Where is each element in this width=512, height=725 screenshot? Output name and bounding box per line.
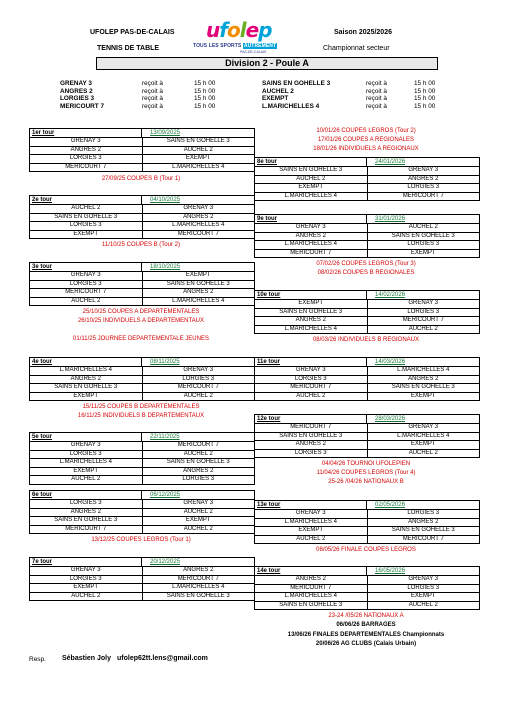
home-team: ANGRES 2 [30, 376, 143, 384]
away-team: MERICOURT 7 [177, 442, 219, 448]
away-team: L.MARICHELLES 4 [397, 432, 450, 439]
logo-slogan: TOUS LES SPORTS AUTREMENT [193, 43, 277, 49]
match-row [255, 510, 479, 519]
away-team: LORGIES 3 [407, 184, 440, 191]
away-team: L.MARICHELLES 4 [172, 297, 225, 304]
note-indiv-b-reg: 08/03/26 INDIVIDUELS B REGIONAUX [312, 337, 420, 343]
away-team: SAINS EN GOHELLE 3 [391, 527, 455, 534]
home-team: AUCHEL 2 [30, 593, 143, 601]
tour-1 [29, 128, 255, 172]
away-team: SAINS EN GOHELLE 3 [166, 138, 230, 144]
match-row [30, 367, 254, 376]
tour-label: 13e tour [255, 501, 367, 509]
home-team: EXEMPT [255, 300, 368, 308]
home-team: MERICOURT 7 [255, 384, 368, 392]
tour-date: 20/12/2025 [150, 559, 181, 565]
note-ag-clubs: 20/06/26 AG CLUBS (Calais Urbain) [315, 641, 417, 647]
host-time: 15 h 00 [194, 95, 216, 103]
away-team: ANGRES 2 [183, 289, 214, 296]
division-title: Division 2 - Poule A [96, 57, 438, 70]
note-indiv-a-dep: 26/10/25 INDIVIDUELS A DEPARTEMENTAUX [77, 318, 205, 324]
home-team: GRENAY 3 [30, 442, 143, 450]
match-row [255, 300, 479, 309]
match-row [30, 298, 254, 306]
match-row [255, 384, 479, 393]
host-time: 15 h 00 [414, 80, 436, 87]
note-coupes-b-1: 27/09/25 COUPES B (Tour 1) [101, 176, 181, 182]
away-team: AUCHEL 2 [408, 325, 438, 332]
home-team: SAINS EN GOHELLE 3 [30, 214, 143, 222]
host-label: reçoit à [142, 95, 163, 103]
match-row [255, 602, 479, 610]
match-row [255, 176, 479, 185]
away-team: LORGIES 3 [407, 308, 440, 315]
home-team: GRENAY 3 [30, 567, 143, 575]
tour-label: 5e tour [30, 433, 142, 441]
away-team: AUCHEL 2 [183, 508, 213, 515]
home-team: SAINS EN GOHELLE 3 [30, 517, 143, 525]
tour-date: 14/02/2026 [375, 292, 406, 298]
match-row [255, 367, 479, 376]
host-time: 15 h 00 [194, 80, 216, 87]
away-team: MERICOURT 7 [177, 230, 219, 237]
away-team: EXEMPT [410, 441, 436, 448]
away-team: LORGIES 3 [407, 510, 440, 516]
match-row [30, 500, 254, 509]
host-time: 15 h 00 [194, 102, 216, 110]
note-coupes-a-dep: 25/10/25 COUPES A DEPARTEMENTALES [82, 309, 200, 315]
match-row [30, 576, 254, 585]
match-row [255, 326, 479, 334]
home-team: MERICOURT 7 [255, 585, 368, 593]
home-team: EXEMPT [255, 184, 368, 192]
match-row [255, 576, 479, 585]
home-team: SAINS EN GOHELLE 3 [30, 384, 143, 392]
match-row [30, 231, 254, 239]
home-team: ANGRES 2 [255, 441, 368, 449]
host-team: LORGIES 3 [60, 95, 95, 103]
away-team: ANGRES 2 [183, 213, 214, 220]
host-team: AUCHEL 2 [262, 87, 294, 95]
away-team: ANGRES 2 [408, 375, 439, 382]
tour-date: 28/03/2026 [375, 416, 406, 422]
away-team: MERICOURT 7 [177, 384, 219, 391]
away-team: LORGIES 3 [182, 375, 215, 382]
note-coupes-b-dep: 15/11/25 COUPES B DEPARTEMENTALES [82, 404, 200, 410]
note-legros-4: 11/04/26 COUPES LEGROS (Tour 4) [316, 470, 416, 476]
tour-3 [29, 262, 255, 306]
tour-date: 14/03/2026 [375, 359, 406, 365]
tour-10 [254, 290, 480, 334]
tour-date: 06/12/2025 [150, 492, 181, 498]
match-row [255, 250, 479, 258]
host-label: reçoit à [366, 95, 387, 103]
match-row [30, 584, 254, 593]
home-team: GRENAY 3 [30, 138, 143, 146]
note-nationaux-a: 23-24 /05/26 NATIONAUX A [328, 613, 404, 619]
away-team: GRENAY 3 [408, 167, 439, 173]
note-indiv-a-reg: 18/01/26 INDIVIDUELS A REGIONAUX [313, 146, 419, 152]
match-row [30, 593, 254, 601]
note-legros-1: 13/12/25 COUPES LEGROS (Tour 1) [91, 537, 191, 543]
home-team: ANGRES 2 [255, 576, 368, 584]
match-row [255, 167, 479, 176]
match-row [255, 585, 479, 594]
tour-date: 02/05/2026 [375, 502, 406, 508]
tour-label: 9e tour [255, 215, 367, 223]
home-team: ANGRES 2 [30, 147, 143, 155]
away-team: SAINS EN GOHELLE 3 [166, 592, 230, 599]
home-team: ANGRES 2 [255, 317, 368, 325]
home-team: LORGIES 3 [30, 222, 143, 230]
tour-label: 1er tour [30, 129, 142, 137]
away-team: MERICOURT 7 [402, 192, 444, 199]
home-team: L.MARICHELLES 4 [255, 241, 368, 249]
note-coupes-b-reg: 08/02/26 COUPES B REGIONALES [317, 270, 415, 276]
resp-label: Resp. [29, 656, 46, 663]
tour-8 [254, 157, 480, 201]
match-row [30, 138, 254, 147]
home-team: AUCHEL 2 [255, 536, 368, 544]
home-team: L.MARICHELLES 4 [30, 367, 143, 375]
match-row [255, 519, 479, 528]
away-team: EXEMPT [410, 249, 436, 256]
match-row [30, 205, 254, 214]
host-team: EXEMPT [262, 95, 289, 103]
away-team: AUCHEL 2 [408, 601, 438, 608]
home-team: L.MARICHELLES 4 [255, 193, 368, 201]
host-label: reçoit à [366, 80, 387, 87]
home-team: L.MARICHELLES 4 [255, 593, 368, 601]
away-team: LORGIES 3 [407, 584, 440, 591]
logo-region: PAS-DE-CALAIS [240, 50, 267, 54]
home-team: AUCHEL 2 [255, 393, 368, 401]
home-team: EXEMPT [30, 231, 143, 239]
away-team: SAINS EN GOHELLE 3 [166, 459, 230, 466]
tour-label: 3e tour [30, 263, 142, 271]
away-team: L.MARICHELLES 4 [397, 367, 450, 373]
note-journee-jeunes: 01/11/25 JOURNEE DEPARTEMENTALE JEUNES [73, 336, 209, 342]
match-row [30, 459, 254, 468]
home-team: GRENAY 3 [255, 510, 368, 518]
away-team: AUCHEL 2 [183, 392, 213, 399]
match-row [255, 424, 479, 433]
match-row [30, 272, 254, 281]
away-team: GRENAY 3 [183, 500, 214, 506]
tour-date: 16/05/2026 [375, 568, 406, 574]
hosting-right [262, 80, 444, 110]
host-team: ANGRES 2 [60, 87, 93, 95]
tour-label: 11e tour [255, 358, 367, 366]
host-time: 15 h 00 [414, 87, 436, 95]
tour-12 [254, 414, 480, 458]
match-row [255, 393, 479, 401]
host-team: L.MARICHELLES 4 [262, 102, 320, 110]
home-team: AUCHEL 2 [30, 298, 143, 306]
away-team: GRENAY 3 [183, 367, 214, 373]
away-team: GRENAY 3 [408, 576, 439, 582]
away-team: GRENAY 3 [408, 300, 439, 306]
home-team: SAINS EN GOHELLE 3 [255, 433, 368, 441]
match-row [255, 593, 479, 602]
tour-5 [29, 432, 255, 485]
tour-date: 18/10/2025 [150, 264, 181, 270]
away-team: AUCHEL 2 [183, 525, 213, 532]
match-row [30, 147, 254, 156]
tour-label: 10e tour [255, 291, 367, 299]
away-team: SAINS EN GOHELLE 3 [391, 232, 455, 239]
tour-4 [29, 357, 255, 401]
season: Saison 2025/2026 [334, 29, 392, 36]
match-row [30, 526, 254, 534]
note-indiv-b-dep: 16/11/25 INDIVIDUELS B DEPARTEMENTAUX [77, 413, 205, 419]
match-row [255, 193, 479, 201]
match-row [255, 184, 479, 193]
away-team: EXEMPT [185, 272, 211, 278]
away-team: ANGRES 2 [183, 567, 214, 573]
match-row [30, 376, 254, 385]
tour-date: 24/01/2026 [375, 159, 406, 165]
away-team: ANGRES 2 [408, 518, 439, 525]
home-team: MERICOURT 7 [30, 164, 143, 172]
match-row [30, 281, 254, 290]
home-team: MERICOURT 7 [30, 289, 143, 297]
match-row [30, 289, 254, 298]
away-team: GRENAY 3 [183, 205, 214, 211]
away-team: MERICOURT 7 [402, 535, 444, 542]
away-team: MERICOURT 7 [177, 575, 219, 582]
home-team: MERICOURT 7 [255, 424, 368, 432]
note-coupes-a-reg: 17/01/26 COUPES A REGIONALES [317, 137, 415, 143]
match-row [30, 468, 254, 477]
away-team: ANGRES 2 [183, 467, 214, 474]
match-row [255, 233, 479, 242]
home-team: SAINS EN GOHELLE 3 [255, 309, 368, 317]
home-team: EXEMPT [30, 468, 143, 476]
home-team: ANGRES 2 [255, 233, 368, 241]
tour-label: 4e tour [30, 358, 142, 366]
note-finales-dep: 13/06/26 FINALES DEPARTEMENTALES Championnats [287, 632, 445, 638]
tour-14 [254, 566, 480, 610]
home-team: GRENAY 3 [255, 367, 368, 375]
match-row [30, 155, 254, 164]
note-finale-legros: 08/05/26 FINALE COUPES LEGROS [316, 547, 416, 553]
match-row [30, 214, 254, 223]
ufolep-logo: ufolep [206, 18, 272, 42]
match-row [30, 222, 254, 231]
match-row [30, 164, 254, 172]
away-team: AUCHEL 2 [408, 224, 438, 230]
home-team: MERICOURT 7 [30, 526, 143, 534]
host-team: SAINS EN GOHELLE 3 [262, 80, 331, 87]
home-team: ANGRES 2 [30, 509, 143, 517]
tour-label: 14e tour [255, 567, 367, 575]
resp-name: Sébastien Joly [62, 655, 112, 662]
host-label: reçoit à [366, 87, 387, 95]
tour-6 [29, 490, 255, 534]
away-team: L.MARICHELLES 4 [172, 163, 225, 170]
host-time: 15 h 00 [414, 95, 436, 103]
host-label: reçoit à [142, 80, 163, 87]
match-row [255, 433, 479, 442]
home-team: EXEMPT [30, 393, 143, 401]
tour-date: 13/09/2025 [150, 130, 181, 136]
home-team: LORGIES 3 [30, 281, 143, 289]
away-team: LORGIES 3 [182, 476, 215, 483]
org-name: UFOLEP PAS-DE-CALAIS [90, 29, 175, 36]
host-label: reçoit à [142, 102, 163, 110]
match-row [30, 384, 254, 393]
tour-date: 08/11/2025 [150, 359, 180, 365]
home-team: LORGIES 3 [30, 576, 143, 584]
tour-label: 2e tour [30, 196, 142, 204]
away-team: SAINS EN GOHELLE 3 [166, 280, 230, 287]
home-team: L.MARICHELLES 4 [30, 459, 143, 467]
host-team: GRENAY 3 [60, 80, 92, 87]
tour-label: 6e tour [30, 491, 142, 499]
match-row [255, 441, 479, 450]
match-row [255, 527, 479, 536]
away-team: AUCHEL 2 [183, 146, 213, 153]
away-team: EXEMPT [410, 392, 436, 399]
host-label: reçoit à [142, 87, 163, 95]
note-nationaux-b: 25-26 /04/26 NATIONAUX B [328, 479, 404, 485]
hosting-left [60, 80, 224, 110]
match-row [30, 567, 254, 576]
tour-7 [29, 557, 255, 601]
match-row [255, 536, 479, 544]
away-team: EXEMPT [185, 155, 211, 162]
resp-email[interactable]: ufolep62tt.lens@gmail.com [117, 655, 208, 662]
tour-label: 12e tour [255, 415, 367, 423]
note-legros-2: 10/01/26 COUPES LEGROS (Tour 2) [316, 128, 416, 134]
host-team: MERICOURT 7 [60, 102, 105, 110]
tour-label: 8e tour [255, 158, 367, 166]
away-team: EXEMPT [185, 517, 211, 524]
match-row [255, 309, 479, 318]
away-team: L.MARICHELLES 4 [172, 222, 225, 229]
tour-date: 31/01/2026 [375, 216, 406, 222]
note-barrages: 06/06/26 BARRAGES [336, 622, 396, 628]
host-time: 15 h 00 [194, 87, 216, 95]
note-coupes-b-2: 11/10/25 COUPES B (Tour 2) [102, 242, 180, 248]
host-label: reçoit à [366, 102, 387, 110]
away-team: LORGIES 3 [407, 241, 440, 248]
championship: Championnat secteur [323, 45, 390, 52]
tour-9 [254, 214, 480, 258]
away-team: SAINS EN GOHELLE 3 [391, 384, 455, 391]
tour-2 [29, 195, 255, 239]
away-team: ANGRES 2 [408, 175, 439, 182]
home-team: EXEMPT [255, 527, 368, 535]
host-time: 15 h 00 [414, 102, 436, 110]
home-team: AUCHEL 2 [255, 176, 368, 184]
away-team: L.MARICHELLES 4 [172, 584, 225, 591]
home-team: GRENAY 3 [255, 224, 368, 232]
tour-label: 7e tour [30, 558, 142, 566]
home-team: LORGIES 3 [255, 450, 368, 458]
home-team: GRENAY 3 [30, 272, 143, 280]
home-team: L.MARICHELLES 4 [255, 326, 368, 334]
match-row [255, 241, 479, 250]
tour-date: 22/11/2025 [150, 434, 180, 440]
match-row [30, 517, 254, 526]
away-team: GRENAY 3 [408, 424, 439, 430]
match-row [255, 376, 479, 385]
tour-13 [254, 500, 480, 544]
tour-date: 04/10/2025 [150, 197, 181, 203]
match-row [30, 476, 254, 484]
away-team: AUCHEL 2 [408, 449, 438, 456]
home-team: EXEMPT [30, 584, 143, 592]
home-team: SAINS EN GOHELLE 3 [255, 602, 368, 610]
home-team: AUCHEL 2 [30, 205, 143, 213]
home-team: LORGIES 3 [30, 155, 143, 163]
home-team: LORGIES 3 [255, 376, 368, 384]
sport-name: TENNIS DE TABLE [97, 45, 160, 52]
match-row [255, 450, 479, 458]
home-team: LORGIES 3 [30, 451, 143, 459]
match-row [30, 442, 254, 451]
note-tournoi: 04/04/26 TOURNOI UFOLEPIEN [321, 461, 411, 467]
away-team: EXEMPT [410, 593, 436, 600]
home-team: AUCHEL 2 [30, 476, 143, 484]
tour-11 [254, 357, 480, 401]
match-row [30, 393, 254, 401]
away-team: MERICOURT 7 [402, 317, 444, 324]
match-row [30, 451, 254, 460]
note-legros-3: 07/02/26 COUPES LEGROS (Tour 3) [316, 261, 416, 267]
home-team: L.MARICHELLES 4 [255, 519, 368, 527]
match-row [255, 317, 479, 326]
away-team: AUCHEL 2 [183, 450, 213, 457]
home-team: MERICOURT 7 [255, 250, 368, 258]
home-team: LORGIES 3 [30, 500, 143, 508]
match-row [30, 509, 254, 518]
home-team: SAINS EN GOHELLE 3 [255, 167, 368, 175]
match-row [255, 224, 479, 233]
